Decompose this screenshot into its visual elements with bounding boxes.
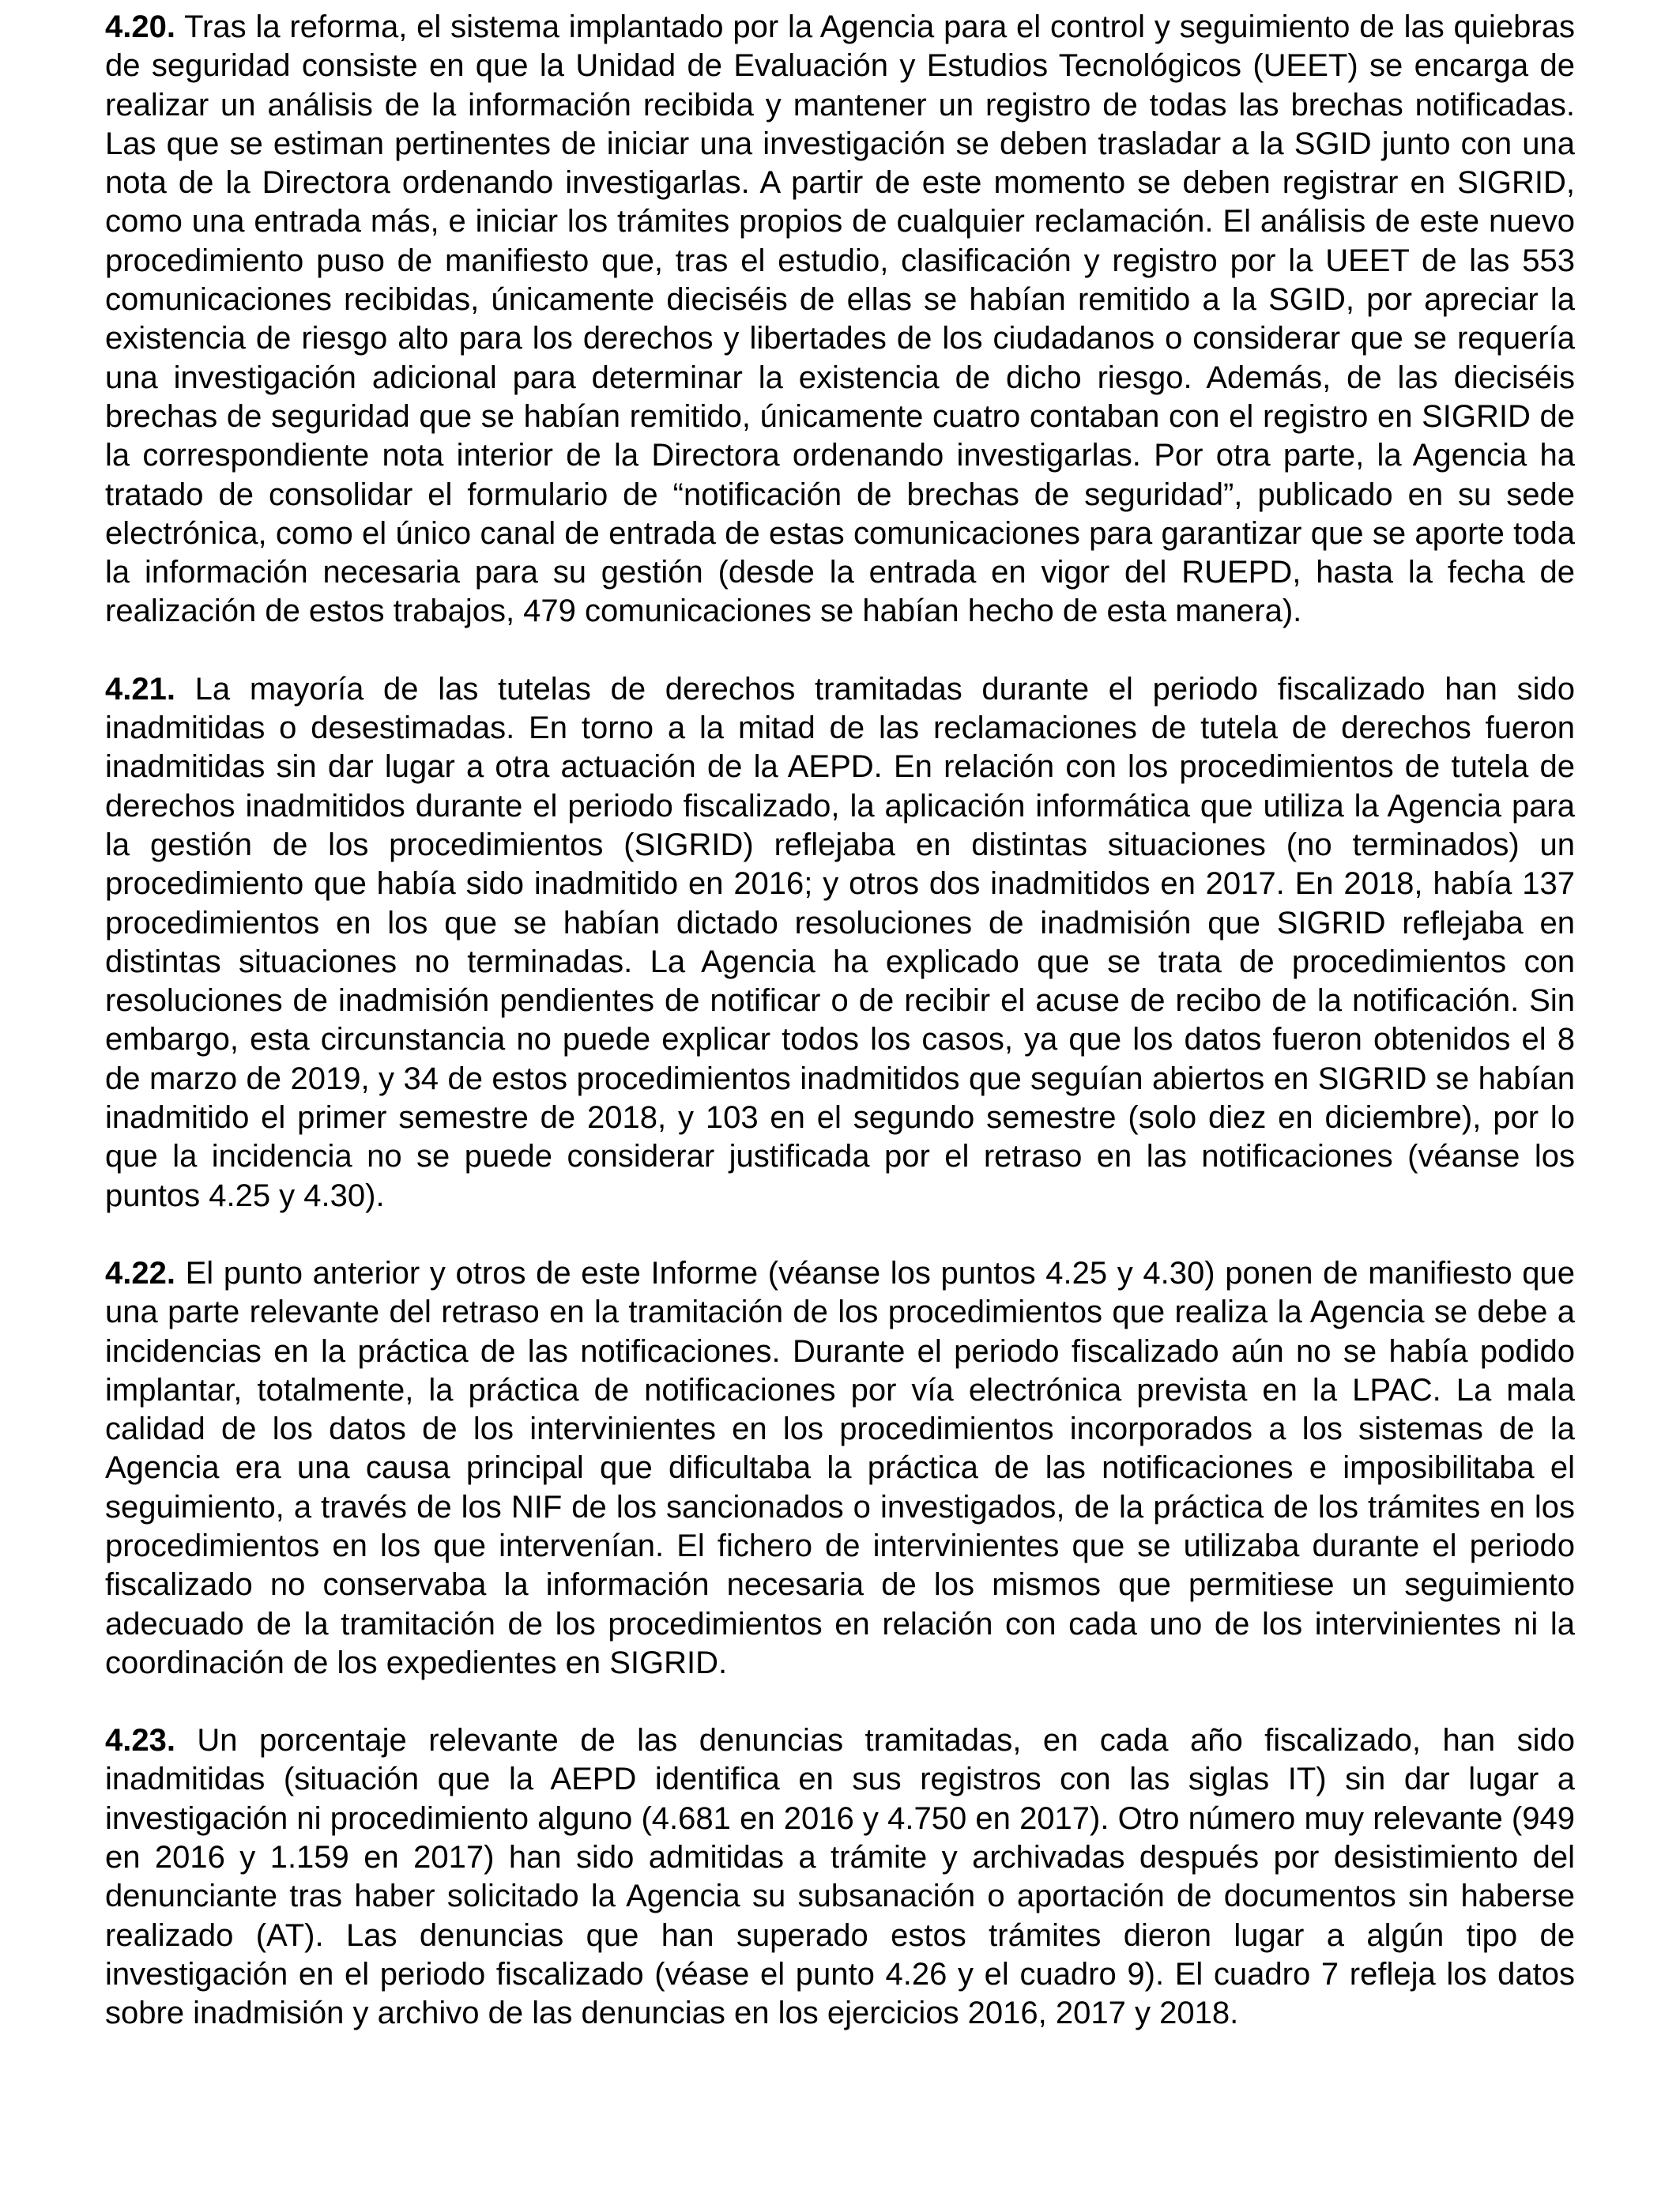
paragraph-4-21 <box>105 670 1575 1216</box>
paragraph-number: 4.21. <box>105 671 175 707</box>
paragraph-text: Un porcentaje relevante de las denuncias tramitadas, en cada año fiscalizado, han sido inadmitidas (situación que la AEPD identifica en sus registros con las siglas IT) sin dar lugar a investigación ni procedimiento alguno (4.681 en 2016 y 4.750 en 2017). Otro número muy relevante (949 en 2016 y 1.159 en 2017) han sido admitidas a trámite y archivadas después por desistimiento del denunciante tras haber solicitado la Agencia su subsanación o aportación de documentos sin haberse realizado (AT). Las denuncias que han superado estos trámites dieron lugar a algún tipo de investigación en el periodo fiscalizado (véase el punto 4.26 y el cuadro 9). El cuadro 7 refleja los datos sobre inadmisión y archivo de las denuncias en los ejercicios 2016, 2017 y 2018. <box>105 1723 1575 2031</box>
paragraph-number: 4.23. <box>105 1723 175 1759</box>
paragraph-number: 4.20. <box>105 9 175 44</box>
document-page <box>105 8 1575 2072</box>
paragraph-text: El punto anterior y otros de este Informe (véanse los puntos 4.25 y 4.30) ponen de manifiesto que una parte relevante del retraso en la tramitación de los procedimientos que realiza la Agencia se debe a incidencias en la práctica de las notificaciones. Durante el periodo fiscalizado aún no se había podido implantar, totalmente, la práctica de notificaciones por vía electrónica prevista en la LPAC. La mala calidad de los datos de los intervinientes en los procedimientos incorporados a los sistemas de la Agencia era una causa principal que dificultaba la práctica de las notificaciones e imposibilitaba el seguimiento, a través de los NIF de los sancionados o investigados, de la práctica de los trámites en los procedimientos en los que intervenían. El fichero de intervinientes que se utilizaba durante el periodo fiscalizado no conservaba la información necesaria de los mismos que permitiese un seguimiento adecuado de la tramitación de los procedimientos en relación con cada uno de los intervinientes ni la coordinación de los expedientes en SIGRID. <box>105 1255 1575 1680</box>
paragraph-4-23 <box>105 1721 1575 2033</box>
paragraph-text: Tras la reforma, el sistema implantado por la Agencia para el control y seguimiento de las quiebras de seguridad consiste en que la Unidad de Evaluación y Estudios Tecnológicos (UEET) se encarga de realizar un análisis de la información recibida y mantener un registro de todas las brechas notificadas. Las que se estiman pertinentes de iniciar una investigación se deben trasladar a la SGID junto con una nota de la Directora ordenando investigarlas. A partir de este momento se deben registrar en SIGRID, como una entrada más, e iniciar los trámites propios de cualquier reclamación. El análisis de este nuevo procedimiento puso de manifiesto que, tras el estudio, clasificación y registro por la UEET de las 553 comunicaciones recibidas, únicamente dieciséis de ellas se habían remitido a la SGID, por apreciar la existencia de riesgo alto para los derechos y libertades de los ciudadanos o considerar que se requería una investigación adicional para determinar la existencia de dicho riesgo. Además, de las dieciséis brechas de seguridad que se habían remitido, únicamente cuatro contaban con el registro en SIGRID de la correspondiente nota interior de la Directora ordenando investigarlas. Por otra parte, la Agencia ha tratado de consolidar el formulario de “notificación de brechas de seguridad”, publicado en su sede electrónica, como el único canal de entrada de estas comunicaciones para garantizar que se aporte toda la información necesaria para su gestión (desde la entrada en vigor del RUEPD, hasta la fecha de realización de estos trabajos, 479 comunicaciones se habían hecho de esta manera). <box>105 9 1575 629</box>
paragraph-number: 4.22. <box>105 1255 175 1291</box>
paragraph-4-20 <box>105 8 1575 631</box>
paragraph-4-22 <box>105 1254 1575 1683</box>
paragraph-text: La mayoría de las tutelas de derechos tramitadas durante el periodo fiscalizado han sido inadmitidas o desestimadas. En torno a la mitad de las reclamaciones de tutela de derechos fueron inadmitidas sin dar lugar a otra actuación de la AEPD. En relación con los procedimientos de tutela de derechos inadmitidos durante el periodo fiscalizado, la aplicación informática que utiliza la Agencia para la gestión de los procedimientos (SIGRID) reflejaba en distintas situaciones (no terminados) un procedimiento que había sido inadmitido en 2016; y otros dos inadmitidos en 2017. En 2018, había 137 procedimientos en los que se habían dictado resoluciones de inadmisión que SIGRID reflejaba en distintas situaciones no terminadas. La Agencia ha explicado que se trata de procedimientos con resoluciones de inadmisión pendientes de notificar o de recibir el acuse de recibo de la notificación. Sin embargo, esta circunstancia no puede explicar todos los casos, ya que los datos fueron obtenidos el 8 de marzo de 2019, y 34 de estos procedimientos inadmitidos que seguían abiertos en SIGRID se habían inadmitido el primer semestre de 2018, y 103 en el segundo semestre (solo diez en diciembre), por lo que la incidencia no se puede considerar justificada por el retraso en las notificaciones (véanse los puntos 4.25 y 4.30). <box>105 671 1575 1213</box>
